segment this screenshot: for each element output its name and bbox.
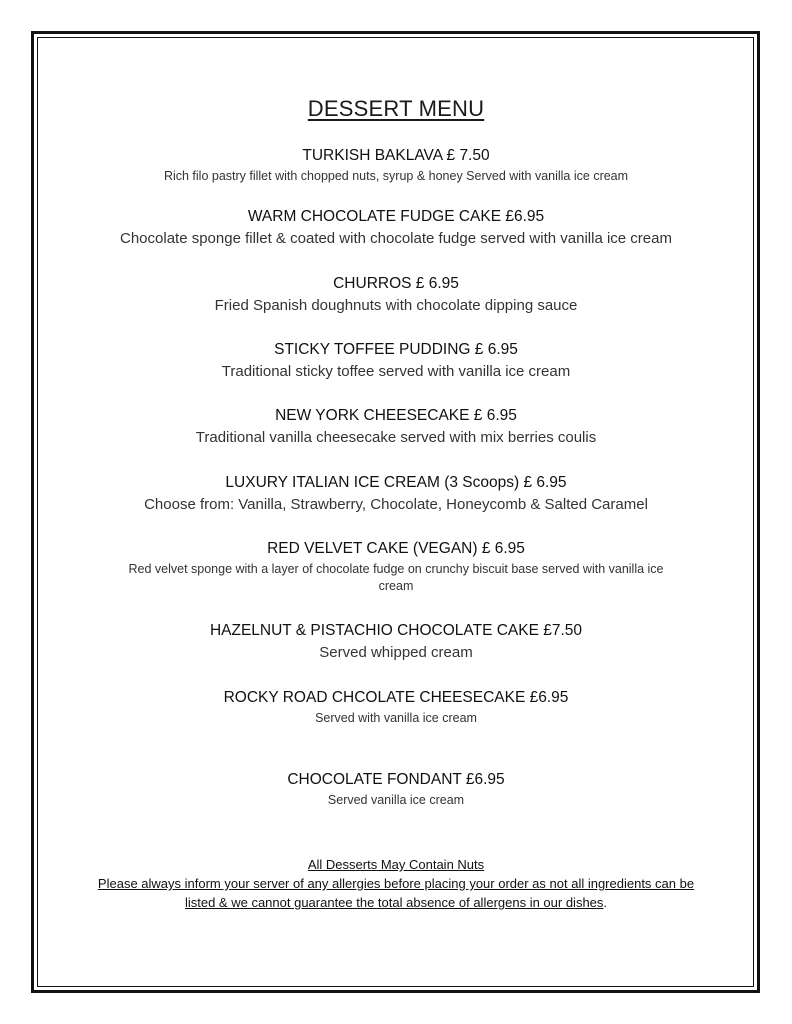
item-name: WARM CHOCOLATE FUDGE CAKE £6.95	[247, 208, 545, 225]
allergy-body: Please always inform your server of any allergies before placing your order as not all ingredients can be listed & we cannot guarantee the total absence of allergens in our dishes	[97, 876, 695, 910]
item-description: Served whipped cream	[319, 644, 473, 661]
menu-item-sticky-toffee-pudding	[40, 340, 752, 382]
item-description: Choose from: Vanilla, Strawberry, Chocolate, Honeycomb & Salted Caramel	[144, 496, 648, 513]
menu-item-rocky-road-cheesecake	[40, 688, 752, 727]
item-name: TURKISH BAKLAVA £ 7.50	[302, 147, 490, 164]
item-description: Traditional sticky toffee served with vanilla ice cream	[221, 363, 571, 380]
item-description: Served vanilla ice cream	[327, 793, 465, 807]
item-name: STICKY TOFFEE PUDDING £ 6.95	[274, 341, 518, 358]
item-description: Fried Spanish doughnuts with chocolate dipping sauce	[214, 297, 578, 314]
item-name: ROCKY ROAD CHCOLATE CHEESECAKE £6.95	[223, 689, 569, 706]
item-name: CHURROS £ 6.95	[333, 275, 459, 292]
menu-item-red-velvet-cake	[40, 539, 752, 595]
item-description: Rich filo pastry fillet with chopped nuts, syrup & honey Served with vanilla ice cream	[163, 169, 629, 183]
menu-item-churros	[40, 274, 752, 316]
menu-item-luxury-italian-ice-cream	[40, 473, 752, 515]
menu-title: DESSERT MENU	[307, 96, 485, 121]
item-description: Chocolate sponge fillet & coated with chocolate fudge served with vanilla ice cream	[120, 230, 672, 247]
item-name: CHOCOLATE FONDANT £6.95	[287, 771, 505, 788]
menu-item-hazelnut-pistachio-cake	[40, 621, 752, 663]
allergy-trailing-period: .	[603, 895, 608, 910]
allergy-notice	[40, 855, 752, 912]
menu-item-turkish-baklava	[40, 146, 752, 185]
item-name: HAZELNUT & PISTACHIO CHOCOLATE CAKE £7.50	[209, 622, 583, 639]
allergy-heading: All Desserts May Contain Nuts	[307, 857, 485, 872]
item-description: Red velvet sponge with a layer of chocolate fudge on crunchy biscuit base served with vanilla ice cream	[128, 562, 664, 593]
menu-item-warm-chocolate-fudge-cake	[40, 207, 752, 249]
item-name: LUXURY ITALIAN ICE CREAM (3 Scoops) £ 6.95	[225, 474, 567, 491]
item-name: RED VELVET CAKE (VEGAN) £ 6.95	[267, 540, 525, 557]
item-description: Traditional vanilla cheesecake served with mix berries coulis	[195, 429, 597, 446]
menu-item-chocolate-fondant	[40, 770, 752, 809]
item-name: NEW YORK CHEESECAKE £ 6.95	[275, 407, 517, 424]
menu-item-new-york-cheesecake	[40, 406, 752, 448]
item-description: Served with vanilla ice cream	[315, 711, 477, 725]
